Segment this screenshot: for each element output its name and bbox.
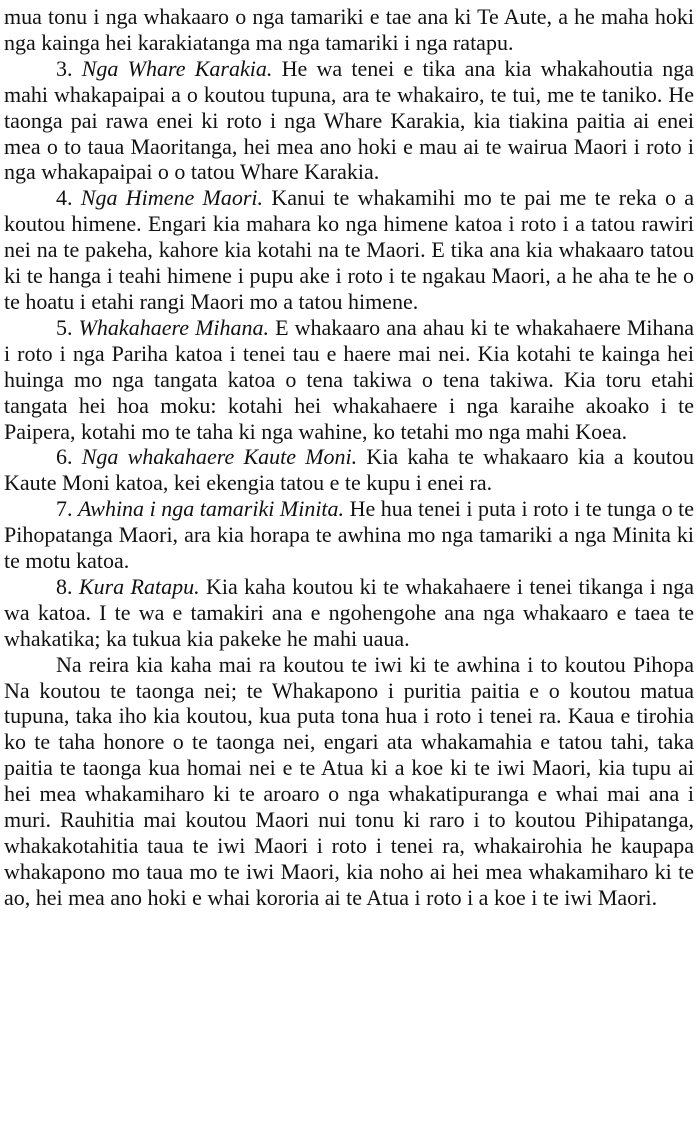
paragraph-closing [4, 652, 694, 911]
paragraph-heading: Nga Himene Maori. [80, 185, 264, 211]
paragraph-text: Kia kaha te whakaaro kia a koutou Kaute Moni katoa, kei ekengia tatou e te kupu i enei ra. [4, 444, 694, 496]
paragraph-text: Na reira kia kaha mai ra koutou te iwi ki te awhina i to koutou Pihopa Na koutou te taonga nei; te Whakapono i puritia paitia e o koutou matua tupuna, taka iho kia koutou, kua puta tona hua i roto i tenei ra. Kaua e tirohia ko te taha honore o te taonga nei, engari ata whakamahia e tatou tahi, taka paitia te taonga kua homai nei e te Atua ki a koe ki te iwi Maori, kia tupu ai hei mea whakamiharo ki te aroaro o nga whakatipuranga e whai mai ana i muri. Rauhitia mai koutou Maori nui tonu ki raro i to koutou Pihipatanga, whakakotahitia taua te iwi Maori i roto i tenei ra, whakairohia he kaupapa whakapono mo taua mo te iwi Maori, kia noho ai hei mea whakamiharo ki te ao, hei mea ano hoki e whai kororia ai te Atua i roto i a koe i te iwi Maori. [4, 651, 694, 910]
paragraph-continued [4, 4, 694, 56]
paragraph-text: He hua tenei i puta i roto i te tunga o te Pihopatanga Maori, ara kia horapa te awhina mo nga tamariki a nga Minita ki te motu katoa. [4, 496, 694, 574]
paragraph-heading: Whakahaere Mihana. [78, 314, 270, 340]
paragraph-number: 3. [56, 55, 73, 81]
paragraph-number: 5. [56, 314, 73, 340]
paragraph-heading: Nga whakahaere Kaute Moni. [81, 444, 358, 470]
paragraph-text: Kanui te whakamihi mo te pai me te reka o a koutou himene. Engari kia mahara ko nga himene katoa i roto i a tatou rawiri nei na te pakeha, kahore kia kotahi na te Maori. E tika ana kia whakaaro tatou ki te hanga i teahi himene i pupu ake i roto i te ngakau Maori, a he aha te he o te hoatu i etahi rangi Maori mo a tatou himene. [4, 185, 695, 314]
paragraph-number: 8. [56, 573, 73, 599]
paragraph-7 [4, 496, 694, 574]
paragraph-text: He wa tenei e tika ana kia whakahoutia nga mahi whakapaipai a o koutou tupuna, ara te whakairo, te tui, me te taniko. He taonga pai rawa enei ki roto i nga Whare Karakia, kia tiakina paitia ai enei mea o to taua Maoritanga, hei mea ano hoki e mau ai te wairua Maori i roto i nga whakapaipai o o tatou Whare Karakia. [4, 55, 695, 185]
paragraph-4 [4, 185, 694, 315]
paragraph-number: 7. [56, 496, 73, 522]
paragraph-6 [4, 444, 694, 496]
paragraph-text: Kia kaha koutou ki te whakahaere i tenei tikanga i nga wa katoa. I te wa e tamakiri ana e ngohengohe ana nga whakaaro e taea te whakatika; ka tukua kia pakeke he mahi uaua. [4, 573, 694, 651]
paragraph-heading: Awhina i nga tamariki Minita. [78, 496, 345, 522]
paragraph-5 [4, 315, 694, 445]
paragraph-text: E whakaaro ana ahau ki te whakahaere Mihana i roto i nga Pariha katoa i tenei tau e haere mai nei. Kia kotahi te kainga hei huinga mo nga tangata katoa o tena takiwa o tena takiwa. Kia toru etahi tangata hei hoa moku: kotahi hei whakahaere i nga karaihe akoako i te Paipera, kotahi mo te taha ki nga wahine, ko tetahi mo nga mahi Koea. [4, 314, 695, 444]
paragraph-number: 6. [56, 444, 73, 470]
paragraph-heading: Nga Whare Karakia. [81, 55, 273, 81]
paragraph-heading: Kura Ratapu. [78, 573, 200, 599]
paragraph-text: mua tonu i nga whakaaro o nga tamariki e tae ana ki Te Aute, a he maha hoki nga kainga hei karakiatanga ma nga tamariki i nga ratapu. [4, 4, 694, 55]
paragraph-8 [4, 574, 694, 652]
paragraph-3 [4, 56, 694, 186]
paragraph-number: 4. [56, 185, 73, 211]
